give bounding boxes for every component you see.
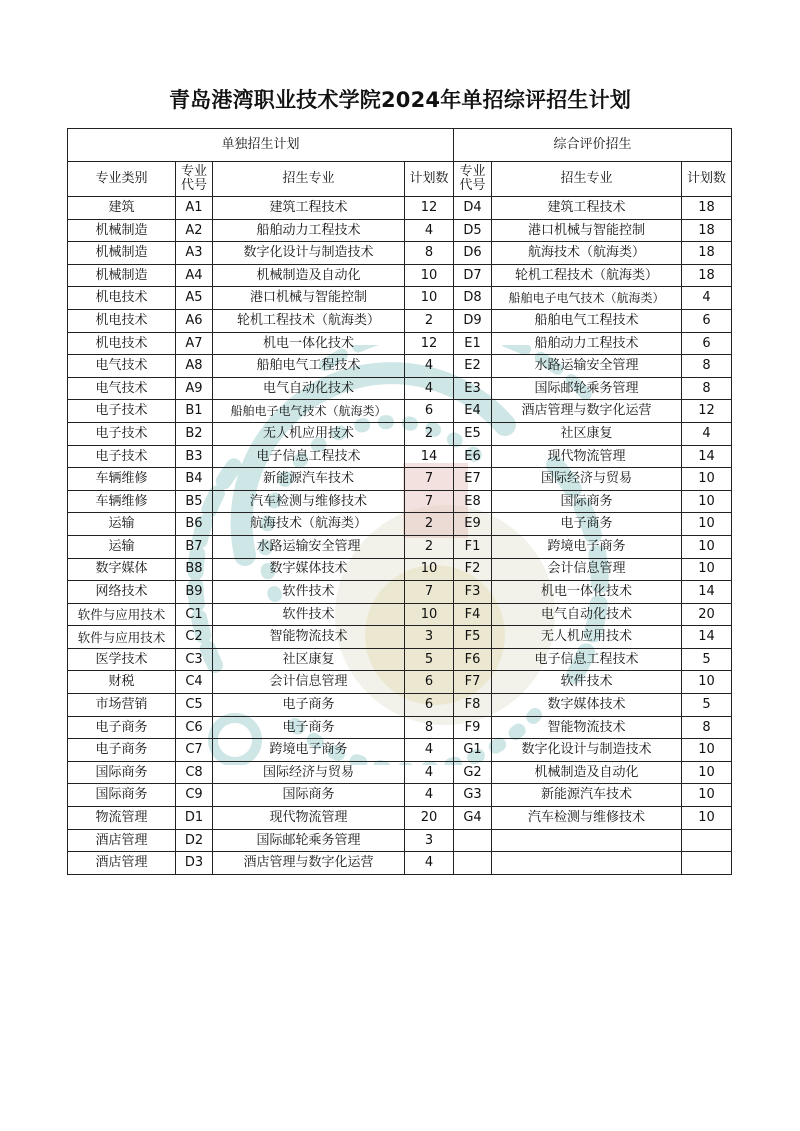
left-category-cell: 电子技术 (68, 422, 176, 445)
enrollment-plan-table (67, 128, 732, 875)
right-code-cell: F4 (454, 603, 492, 626)
right-major-cell: 船舶电气工程技术 (492, 309, 682, 332)
left-category-cell: 车辆维修 (68, 468, 176, 491)
right-code-cell: E5 (454, 422, 492, 445)
table-row (68, 513, 732, 536)
right-code-cell: E2 (454, 355, 492, 378)
right-major-cell: 水路运输安全管理 (492, 355, 682, 378)
table-row (68, 445, 732, 468)
right-count-cell: 6 (682, 309, 732, 332)
left-major-cell: 会计信息管理 (213, 671, 405, 694)
right-code-cell: D9 (454, 309, 492, 332)
left-code-cell: C1 (176, 603, 213, 626)
right-count-cell: 10 (682, 807, 732, 830)
right-count-cell: 10 (682, 761, 732, 784)
left-code-cell: A7 (176, 332, 213, 355)
left-major-cell: 国际经济与贸易 (213, 761, 405, 784)
left-code-cell: C8 (176, 761, 213, 784)
left-count-cell: 2 (405, 309, 454, 332)
right-major-cell: 跨境电子商务 (492, 535, 682, 558)
right-major-cell: 现代物流管理 (492, 445, 682, 468)
left-category-cell: 运输 (68, 535, 176, 558)
column-header-count: 计划数 (405, 162, 454, 197)
left-count-cell: 6 (405, 694, 454, 717)
right-major-cell: 软件技术 (492, 671, 682, 694)
table-row (68, 287, 732, 310)
right-code-cell: E8 (454, 490, 492, 513)
group-header-comprehensive: 综合评价招生 (454, 129, 732, 162)
left-count-cell: 2 (405, 535, 454, 558)
left-major-cell: 船舶电气工程技术 (213, 355, 405, 378)
right-count-cell: 10 (682, 468, 732, 491)
table-row (68, 716, 732, 739)
left-major-cell: 电子商务 (213, 694, 405, 717)
right-count-cell: 10 (682, 784, 732, 807)
left-major-cell: 水路运输安全管理 (213, 535, 405, 558)
left-category-cell: 酒店管理 (68, 852, 176, 875)
left-code-cell: D1 (176, 807, 213, 830)
table-row (68, 468, 732, 491)
right-major-cell: 机电一体化技术 (492, 581, 682, 604)
left-code-cell: B4 (176, 468, 213, 491)
right-major-cell: 汽车检测与维修技术 (492, 807, 682, 830)
right-code-cell: D5 (454, 219, 492, 242)
right-major-cell: 航海技术（航海类） (492, 242, 682, 265)
table-row (68, 807, 732, 830)
left-count-cell: 7 (405, 468, 454, 491)
left-code-cell: B8 (176, 558, 213, 581)
left-count-cell: 7 (405, 490, 454, 513)
column-header-code: 专业代号 (176, 162, 213, 197)
right-major-cell (492, 829, 682, 852)
left-major-cell: 电气自动化技术 (213, 377, 405, 400)
column-header-code-right: 专业代号 (454, 162, 492, 197)
left-major-cell: 软件技术 (213, 581, 405, 604)
table-row (68, 535, 732, 558)
left-code-cell: A8 (176, 355, 213, 378)
table-row (68, 581, 732, 604)
right-count-cell: 10 (682, 558, 732, 581)
left-code-cell: B6 (176, 513, 213, 536)
table-row (68, 626, 732, 649)
right-major-cell: 酒店管理与数字化运营 (492, 400, 682, 423)
left-code-cell: C9 (176, 784, 213, 807)
right-count-cell: 18 (682, 219, 732, 242)
table-row (68, 219, 732, 242)
left-category-cell: 电子商务 (68, 739, 176, 762)
right-major-cell: 会计信息管理 (492, 558, 682, 581)
left-category-cell: 市场营销 (68, 694, 176, 717)
right-code-cell: F3 (454, 581, 492, 604)
right-count-cell: 8 (682, 355, 732, 378)
left-count-cell: 12 (405, 332, 454, 355)
left-major-cell: 轮机工程技术（航海类） (213, 309, 405, 332)
column-header-count-right: 计划数 (682, 162, 732, 197)
right-code-cell: E4 (454, 400, 492, 423)
left-code-cell: A6 (176, 309, 213, 332)
right-code-cell: F2 (454, 558, 492, 581)
right-count-cell: 10 (682, 671, 732, 694)
right-major-cell: 智能物流技术 (492, 716, 682, 739)
right-code-cell: F1 (454, 535, 492, 558)
right-major-cell: 国际商务 (492, 490, 682, 513)
left-count-cell: 10 (405, 603, 454, 626)
right-count-cell: 6 (682, 332, 732, 355)
table-row (68, 332, 732, 355)
left-major-cell: 港口机械与智能控制 (213, 287, 405, 310)
right-code-cell: E1 (454, 332, 492, 355)
left-code-cell: B9 (176, 581, 213, 604)
right-code-cell: D6 (454, 242, 492, 265)
table-row (68, 422, 732, 445)
page-title: 青岛港湾职业技术学院2024年单招综评招生计划 (168, 88, 632, 112)
right-code-cell: G2 (454, 761, 492, 784)
left-count-cell: 2 (405, 422, 454, 445)
left-major-cell: 建筑工程技术 (213, 197, 405, 220)
left-category-cell: 物流管理 (68, 807, 176, 830)
left-count-cell: 4 (405, 219, 454, 242)
left-count-cell: 10 (405, 287, 454, 310)
right-count-cell: 14 (682, 445, 732, 468)
left-count-cell: 10 (405, 264, 454, 287)
left-code-cell: B2 (176, 422, 213, 445)
right-count-cell: 8 (682, 716, 732, 739)
left-category-cell: 机电技术 (68, 287, 176, 310)
right-major-cell: 国际邮轮乘务管理 (492, 377, 682, 400)
left-major-cell: 国际邮轮乘务管理 (213, 829, 405, 852)
left-code-cell: A5 (176, 287, 213, 310)
left-category-cell: 机械制造 (68, 264, 176, 287)
left-count-cell: 20 (405, 807, 454, 830)
left-count-cell: 8 (405, 716, 454, 739)
right-code-cell: G1 (454, 739, 492, 762)
table-row (68, 784, 732, 807)
right-code-cell: F7 (454, 671, 492, 694)
left-major-cell: 社区康复 (213, 648, 405, 671)
left-category-cell: 网络技术 (68, 581, 176, 604)
left-count-cell: 8 (405, 242, 454, 265)
right-count-cell: 18 (682, 242, 732, 265)
right-major-cell: 船舶电子电气技术（航海类） (492, 287, 682, 310)
table-row (68, 197, 732, 220)
left-category-cell: 建筑 (68, 197, 176, 220)
right-code-cell (454, 829, 492, 852)
left-major-cell: 机械制造及自动化 (213, 264, 405, 287)
left-category-cell: 财税 (68, 671, 176, 694)
right-code-cell: E7 (454, 468, 492, 491)
left-count-cell: 6 (405, 400, 454, 423)
left-code-cell: C5 (176, 694, 213, 717)
right-count-cell: 10 (682, 513, 732, 536)
right-count-cell: 12 (682, 400, 732, 423)
left-major-cell: 智能物流技术 (213, 626, 405, 649)
left-category-cell: 电气技术 (68, 377, 176, 400)
left-category-cell: 软件与应用技术 (68, 626, 176, 649)
left-major-cell: 电子信息工程技术 (213, 445, 405, 468)
group-header-row (68, 129, 732, 162)
right-count-cell: 5 (682, 694, 732, 717)
right-count-cell: 10 (682, 739, 732, 762)
table-row (68, 761, 732, 784)
left-code-cell: C6 (176, 716, 213, 739)
right-major-cell: 社区康复 (492, 422, 682, 445)
left-major-cell: 船舶电子电气技术（航海类） (213, 400, 405, 423)
left-count-cell: 4 (405, 852, 454, 875)
left-major-cell: 软件技术 (213, 603, 405, 626)
left-major-cell: 数字媒体技术 (213, 558, 405, 581)
left-count-cell: 4 (405, 377, 454, 400)
left-major-cell: 跨境电子商务 (213, 739, 405, 762)
right-major-cell: 电气自动化技术 (492, 603, 682, 626)
left-category-cell: 数字媒体 (68, 558, 176, 581)
left-count-cell: 14 (405, 445, 454, 468)
left-major-cell: 数字化设计与制造技术 (213, 242, 405, 265)
left-code-cell: C3 (176, 648, 213, 671)
left-count-cell: 4 (405, 761, 454, 784)
table-row (68, 355, 732, 378)
left-major-cell: 机电一体化技术 (213, 332, 405, 355)
left-count-cell: 3 (405, 829, 454, 852)
table-row (68, 648, 732, 671)
right-major-cell: 机械制造及自动化 (492, 761, 682, 784)
left-code-cell: A9 (176, 377, 213, 400)
left-major-cell: 汽车检测与维修技术 (213, 490, 405, 513)
left-category-cell: 机电技术 (68, 309, 176, 332)
left-major-cell: 无人机应用技术 (213, 422, 405, 445)
left-major-cell: 现代物流管理 (213, 807, 405, 830)
left-category-cell: 国际商务 (68, 784, 176, 807)
left-count-cell: 4 (405, 355, 454, 378)
left-major-cell: 酒店管理与数字化运营 (213, 852, 405, 875)
right-code-cell: F9 (454, 716, 492, 739)
left-count-cell: 4 (405, 739, 454, 762)
right-count-cell: 14 (682, 626, 732, 649)
left-code-cell: B1 (176, 400, 213, 423)
right-code-cell: F5 (454, 626, 492, 649)
right-major-cell: 建筑工程技术 (492, 197, 682, 220)
right-major-cell: 轮机工程技术（航海类） (492, 264, 682, 287)
right-code-cell: F8 (454, 694, 492, 717)
group-header-independent: 单独招生计划 (68, 129, 454, 162)
right-code-cell: E3 (454, 377, 492, 400)
left-major-cell: 电子商务 (213, 716, 405, 739)
left-count-cell: 5 (405, 648, 454, 671)
left-major-cell: 国际商务 (213, 784, 405, 807)
left-category-cell: 酒店管理 (68, 829, 176, 852)
table-row (68, 309, 732, 332)
column-header-major: 招生专业 (213, 162, 405, 197)
left-code-cell: A1 (176, 197, 213, 220)
left-count-cell: 6 (405, 671, 454, 694)
left-major-cell: 航海技术（航海类） (213, 513, 405, 536)
left-category-cell: 国际商务 (68, 761, 176, 784)
left-code-cell: B7 (176, 535, 213, 558)
table-row (68, 829, 732, 852)
left-count-cell: 3 (405, 626, 454, 649)
right-major-cell: 新能源汽车技术 (492, 784, 682, 807)
right-major-cell: 船舶动力工程技术 (492, 332, 682, 355)
right-count-cell: 18 (682, 264, 732, 287)
right-count-cell: 20 (682, 603, 732, 626)
right-major-cell: 电子信息工程技术 (492, 648, 682, 671)
right-count-cell: 8 (682, 377, 732, 400)
left-category-cell: 电子技术 (68, 400, 176, 423)
left-count-cell: 7 (405, 581, 454, 604)
right-major-cell: 无人机应用技术 (492, 626, 682, 649)
left-category-cell: 机电技术 (68, 332, 176, 355)
left-code-cell: C4 (176, 671, 213, 694)
left-code-cell: D3 (176, 852, 213, 875)
right-major-cell: 港口机械与智能控制 (492, 219, 682, 242)
left-code-cell: B3 (176, 445, 213, 468)
table-row (68, 242, 732, 265)
left-category-cell: 电子技术 (68, 445, 176, 468)
right-major-cell: 数字媒体技术 (492, 694, 682, 717)
right-major-cell: 数字化设计与制造技术 (492, 739, 682, 762)
table-row (68, 264, 732, 287)
table-row (68, 400, 732, 423)
left-category-cell: 医学技术 (68, 648, 176, 671)
right-major-cell (492, 852, 682, 875)
table-row (68, 852, 732, 875)
right-count-cell: 4 (682, 422, 732, 445)
table-row (68, 671, 732, 694)
left-category-cell: 电气技术 (68, 355, 176, 378)
table-row (68, 558, 732, 581)
right-code-cell: G3 (454, 784, 492, 807)
column-header-major-right: 招生专业 (492, 162, 682, 197)
right-count-cell (682, 852, 732, 875)
left-category-cell: 软件与应用技术 (68, 603, 176, 626)
table-row (68, 694, 732, 717)
left-count-cell: 10 (405, 558, 454, 581)
right-count-cell: 4 (682, 287, 732, 310)
right-major-cell: 国际经济与贸易 (492, 468, 682, 491)
left-category-cell: 机械制造 (68, 242, 176, 265)
right-code-cell: D4 (454, 197, 492, 220)
table-row (68, 739, 732, 762)
left-code-cell: A2 (176, 219, 213, 242)
left-count-cell: 4 (405, 784, 454, 807)
left-major-cell: 新能源汽车技术 (213, 468, 405, 491)
table-row (68, 377, 732, 400)
left-code-cell: D2 (176, 829, 213, 852)
right-count-cell: 14 (682, 581, 732, 604)
right-count-cell: 10 (682, 535, 732, 558)
left-category-cell: 车辆维修 (68, 490, 176, 513)
right-code-cell: D8 (454, 287, 492, 310)
right-code-cell: D7 (454, 264, 492, 287)
right-code-cell: F6 (454, 648, 492, 671)
left-category-cell: 运输 (68, 513, 176, 536)
left-code-cell: B5 (176, 490, 213, 513)
right-code-cell: E9 (454, 513, 492, 536)
right-code-cell (454, 852, 492, 875)
table-row (68, 603, 732, 626)
right-count-cell (682, 829, 732, 852)
right-count-cell: 5 (682, 648, 732, 671)
left-count-cell: 2 (405, 513, 454, 536)
left-count-cell: 12 (405, 197, 454, 220)
left-category-cell: 机械制造 (68, 219, 176, 242)
left-category-cell: 电子商务 (68, 716, 176, 739)
left-code-cell: A4 (176, 264, 213, 287)
right-major-cell: 电子商务 (492, 513, 682, 536)
column-header-row (68, 162, 732, 197)
left-code-cell: A3 (176, 242, 213, 265)
column-header-category: 专业类别 (68, 162, 176, 197)
right-count-cell: 18 (682, 197, 732, 220)
left-code-cell: C2 (176, 626, 213, 649)
right-code-cell: G4 (454, 807, 492, 830)
left-major-cell: 船舶动力工程技术 (213, 219, 405, 242)
right-code-cell: E6 (454, 445, 492, 468)
table-row (68, 490, 732, 513)
left-code-cell: C7 (176, 739, 213, 762)
right-count-cell: 10 (682, 490, 732, 513)
